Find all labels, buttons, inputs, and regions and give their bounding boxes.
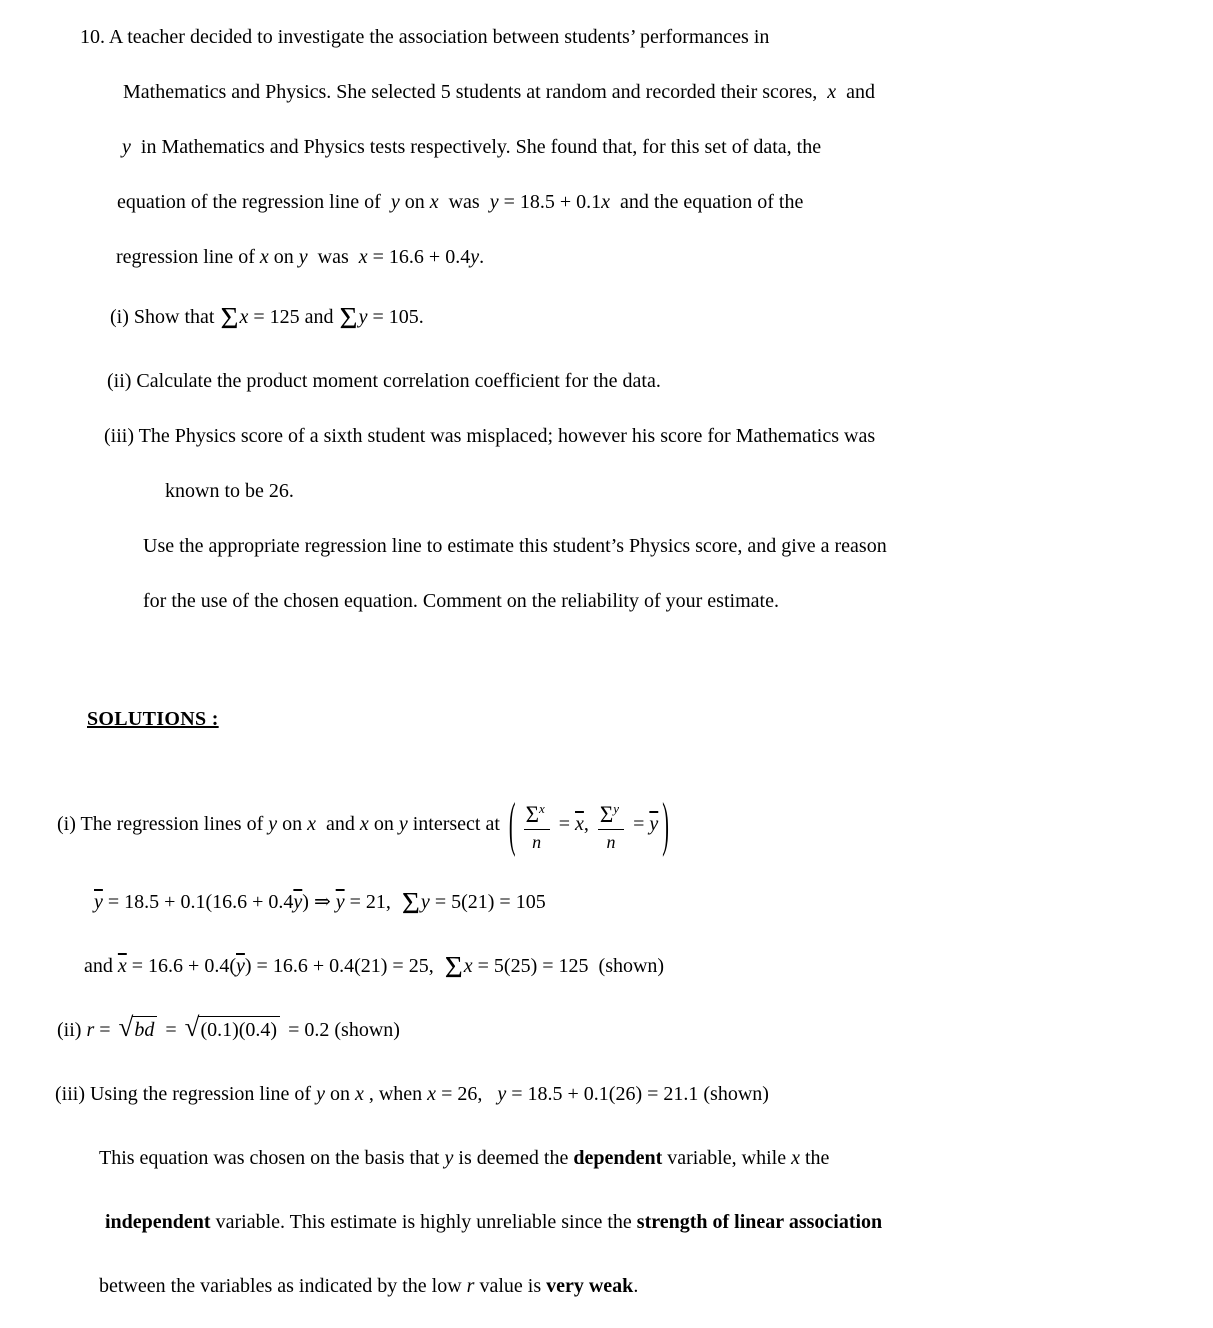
question-block [0,22,1213,616]
square-root: √ (0.1)(0.4) [185,1015,280,1041]
text-segment: x [307,813,317,836]
text-segment: independent [105,1211,211,1233]
text-segment: y [489,191,499,213]
fraction [598,798,624,853]
text-segment: x [601,191,611,213]
solution-explanation-2: independent variable. This estimate is highly unreliable since the strength of linear association [105,1211,883,1233]
text-segment: y [497,1083,507,1105]
text-segment: bd [134,1019,155,1041]
fraction [524,798,550,853]
text-segment: x [239,306,249,328]
text-segment: x [354,1083,364,1105]
sigma-symbol: Σ [444,949,463,984]
text-segment: $\overline{x}$ [575,813,584,836]
text-segment: y [470,246,480,268]
text-segment: r [466,1275,475,1297]
text-segment: n [532,832,542,852]
text-segment: strength of linear association [636,1211,883,1233]
text-segment: y [444,1147,454,1169]
text-segment: very weak [546,1275,634,1297]
text-segment: y [268,813,278,836]
text-segment: y [420,891,430,913]
text-segment: y [398,813,408,836]
text-segment: y [316,1083,325,1105]
solution-explanation-1: This equation was chosen on the basis that y is deemed the dependent variable, while x the [99,1147,830,1169]
question-part-iii: (iii) The Physics score of a sixth student was misplaced; however his score for Mathematics was [104,425,876,447]
solutions-heading [57,674,1213,764]
text-segment: Σ [599,802,614,827]
text-segment: ) [662,792,669,859]
text-segment: x [259,246,269,268]
text-segment: x [538,801,545,816]
text-segment: y [613,801,620,816]
text-segment: x [429,191,439,213]
text-segment: $\overline{y}$ [293,891,303,913]
text-segment: y [298,246,308,268]
question-line-1: 10. A teacher decided to investigate the association between students’ performances in [80,26,770,48]
text-segment: x [358,246,368,268]
text-segment: ( [508,792,516,859]
text-segment: $\overline{y}$ [649,813,659,836]
text-segment: x [359,813,369,836]
solutions-block [0,674,1213,1301]
text-segment: n [606,832,616,852]
text-segment: y [390,191,400,213]
text-segment: dependent [573,1147,663,1169]
sigma-symbol: Σ [220,300,239,335]
solution-explanation-3: between the variables as indicated by the low r value is very weak. [99,1275,639,1297]
solution-line-iii: (iii) Using the regression line of y on x , when x = 26, y = 18.5 + 0.1(26) = 21.1 (shown) [55,1083,769,1105]
question-part-iii-cont: known to be 26. [165,480,294,502]
text-segment: $\overline{x}$ [117,955,127,977]
question-line-4: equation of the regression line of y on x was y = 18.5 + 0.1x and the equation of the [117,191,804,213]
text-segment: x [791,1147,800,1169]
text-segment: y [122,136,131,158]
question-line-2: Mathematics and Physics. She selected 5 students at random and recorded their scores, x and [123,81,876,103]
solutions-heading-text: SOLUTIONS : [87,708,219,730]
text-segment: r [86,1019,95,1041]
solution-line-i-work-1: $\overline{y} = 18.5 + 0.1(16.6 + 0.4\overline{y})$ ⇒ $\overline{y} = 21$, Σy = 5(21) = 105 [94,885,546,920]
text-segment: y [358,306,368,328]
text-segment: $\overline{y}$ [236,955,245,977]
question-line-3: y in Mathematics and Physics tests respectively. She found that, for this set of data, the [122,136,822,158]
text-segment: $\overline{y}$ [335,891,345,913]
question-part-i: (i) Show that Σx = 125 and Σy = 105. [110,300,424,335]
sigma-symbol: Σ [339,300,358,335]
solution-line-i-work-2: and $\overline{x} = 16.6 + 0.4(\overline{y}) = 16.6 + 0.4(21) = 25$, Σx = 5(25) = 125 (shown) [84,949,665,984]
text-segment: x [827,81,837,103]
solution-line-i: (i) The regression lines of y on x and x on y intersect at ( $\frac{\Sigma^x}{n}$ = $\overline{x}$, $\frac{\Sigma^y}{n}$ = $\overline{y}$ ) [57,798,1213,853]
square-root: √ bd [119,1015,158,1041]
text-segment: x [427,1083,437,1105]
solution-line-ii: (ii) r = √ bd = √ (0.1)(0.4) = 0.2 (shown) [57,1012,400,1042]
question-instruction-1: Use the appropriate regression line to estimate this student’s Physics score, and give a reason [143,535,887,557]
question-instruction-2: for the use of the chosen equation. Comment on the reliability of your estimate. [143,590,779,612]
sigma-symbol: Σ [401,885,420,920]
question-line-5: regression line of x on y was x = 16.6 + 0.4y. [116,246,485,268]
question-part-ii: (ii) Calculate the product moment correlation coefficient for the data. [107,370,661,392]
text-segment: $\overline{y}$ [94,891,103,913]
text-segment: x [463,955,473,977]
text-segment: Σ [525,802,539,827]
